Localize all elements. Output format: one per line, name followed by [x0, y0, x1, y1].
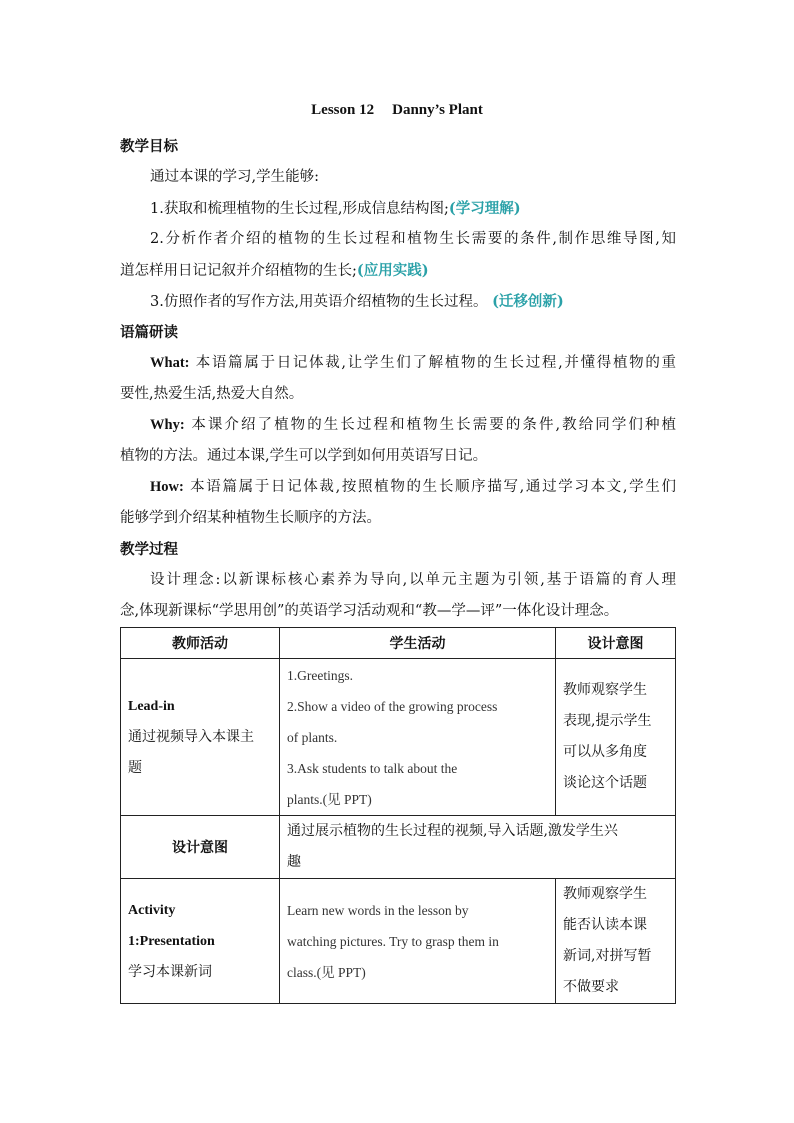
analysis-why-line-1: Why: 本课介绍了植物的生长过程和植物生长需要的条件,教给同学们种植	[150, 417, 676, 433]
table-header-row	[121, 628, 676, 659]
design-intent-text: 通过展示植物的生长过程的视频,导入话题,激发学生兴 趣	[280, 816, 676, 879]
analysis-why-line-2: 植物的方法。通过本课,学生可以学到如何用英语写日记。	[120, 448, 488, 464]
header-teacher-activity: 教师活动	[121, 628, 280, 659]
objective-tag-2: (应用实践)	[356, 262, 429, 279]
analysis-what-line-1: What: 本语篇属于日记体裁,让学生们了解植物的生长过程,并懂得植物的重	[150, 355, 676, 371]
process-heading: 教学过程	[120, 541, 178, 558]
analysis-heading: 语篇研读	[120, 324, 178, 341]
objective-item-1: 1.获取和梳理植物的生长过程,形成信息结构图;(学习理解)	[150, 200, 521, 217]
objective-tag-1: (学习理解)	[448, 200, 521, 217]
table-row-lead-in	[121, 659, 676, 816]
lesson-title	[0, 102, 794, 119]
objective-item-3: 3.仿照作者的写作方法,用英语介绍植物的生长过程。 (迁移创新)	[150, 293, 564, 310]
lesson-name: Danny’s Plant	[392, 102, 483, 118]
process-concept-line-2: 念,体现新课标“学思用创”的英语学习活动观和“教—学—评”一体化设计理念。	[120, 603, 619, 619]
activity-1-design-intent: 教师观察学生 能否认读本课 新词,对拼写暂 不做要求	[556, 879, 676, 1004]
activity-1-stage: Activity 1:Presentation 学习本课新词	[121, 879, 280, 1004]
lesson-number: Lesson 12	[311, 102, 375, 118]
why-label: Why:	[150, 417, 185, 433]
header-design-intent: 设计意图	[556, 628, 676, 659]
header-student-activity: 学生活动	[280, 628, 556, 659]
objective-item-2-line-2: 道怎样用日记记叙并介绍植物的生长;(应用实践)	[120, 262, 429, 279]
teaching-process-table	[120, 627, 676, 1004]
table-row-design-intent	[121, 816, 676, 879]
analysis-how-line-2: 能够学到介绍某种植物生长顺序的方法。	[120, 510, 381, 526]
lead-in-design-intent: 教师观察学生 表现,提示学生 可以从多角度 谈论这个话题	[556, 659, 676, 816]
objectives-intro: 通过本课的学习,学生能够:	[150, 169, 319, 185]
objective-item-2-line-1: 2.分析作者介绍的植物的生长过程和植物生长需要的条件,制作思维导图,知	[150, 231, 676, 247]
analysis-what-line-2: 要性,热爱生活,热爱大自然。	[120, 386, 304, 402]
process-concept-line-1: 设计理念:以新课标核心素养为导向,以单元主题为引领,基于语篇的育人理	[150, 572, 676, 588]
analysis-how-line-1: How: 本语篇属于日记体裁,按照植物的生长顺序描写,通过学习本文,学生们	[150, 479, 676, 495]
objectives-heading: 教学目标	[120, 138, 178, 155]
main-content	[120, 131, 676, 627]
activity-1-student-activity: Learn new words in the lesson by watching pictures. Try to grasp them in class.(见 PPT)	[280, 879, 556, 1004]
lead-in-student-activity: 1.Greetings. 2.Show a video of the growing process of plants. 3.Ask students to talk about the plants.(见 PPT)	[280, 659, 556, 816]
table-row-activity-1	[121, 879, 676, 1004]
what-label: What:	[150, 355, 190, 371]
design-intent-label: 设计意图	[121, 816, 280, 879]
objective-tag-3: (迁移创新)	[492, 293, 564, 310]
lead-in-stage: Lead-in 通过视频导入本课主 题	[121, 659, 280, 816]
how-label: How:	[150, 479, 184, 495]
